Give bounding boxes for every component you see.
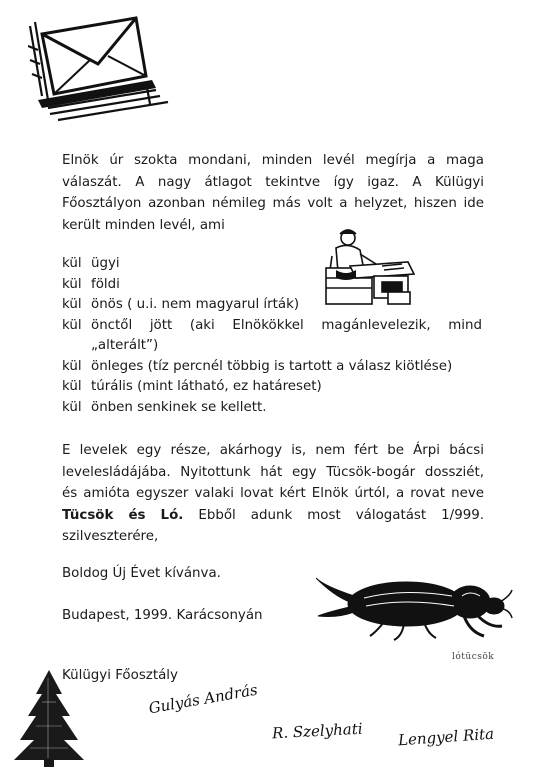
department: Külügyi Főosztály (62, 668, 178, 683)
signature-2: R. Szelyhati (271, 719, 364, 743)
list-prefix: kül (62, 297, 82, 312)
list-item (62, 254, 482, 275)
body-paragraph (62, 440, 484, 548)
kul-word-list (62, 254, 482, 418)
list-item (62, 377, 482, 398)
column-name-lo: Ló. (160, 507, 184, 523)
list-prefix: kül (62, 399, 82, 415)
list-item-text: önctől jött (aki Elnökökkel magánlevelezik, mind (91, 317, 482, 333)
list-prefix: kül (62, 358, 82, 374)
list-prefix: kül (62, 379, 82, 394)
fir-tree-icon (12, 668, 86, 768)
signature-1: Gulyás András (147, 680, 259, 718)
list-prefix: kül (62, 256, 82, 271)
column-name-tucsok: Tücsök (62, 507, 114, 523)
envelope-icon (28, 16, 188, 128)
mole-cricket-icon (314, 566, 514, 646)
cricket-caption: lótücsök (452, 652, 495, 662)
body-line-3: és amióta egyszer valaki lovat kért Elnök úrtól, a rovat neve (62, 486, 484, 501)
list-item (62, 357, 482, 378)
list-item-text: önös ( u.i. nem magyarul írták) (91, 297, 300, 312)
place-date: Budapest, 1999. Karácsonyán (62, 608, 263, 623)
list-item-text: ügyi (91, 256, 120, 271)
intro-paragraph (62, 150, 484, 236)
list-item (62, 275, 482, 296)
body-line-5: szilveszterére, (62, 529, 159, 544)
body-line-1: E levelek egy része, akárhogy is, nem fért be Árpi bácsi (62, 443, 484, 458)
list-prefix: kül (62, 317, 82, 333)
body-line-4-rest: Ebből adunk most válogatást 1/999. (198, 507, 485, 523)
list-item (62, 316, 482, 357)
intro-line-3: Főosztályon azonban némileg más volt a helyzet, hiszen ide (62, 196, 484, 211)
intro-line-4: került minden levél, ami (62, 217, 225, 233)
body-line-2: levelesládájába. Nyitottunk hát egy Tücsök-bogár dossziét, (62, 464, 484, 480)
list-item-text: túrális (mint látható, ez határeset) (91, 379, 322, 394)
list-item-text: földi (91, 276, 120, 292)
greeting: Boldog Új Évet kívánva. (62, 566, 221, 581)
column-name-and: és (128, 507, 146, 523)
list-item-continuation: „alterált”) (91, 338, 159, 353)
list-item (62, 295, 482, 316)
list-item-text: önben senkinek se kellett. (91, 399, 267, 415)
intro-line-2: válaszát. A nagy átlagot tekintve így igaz. A Külügyi (62, 174, 484, 190)
list-item-text: önleges (tíz percnél többig is tartott a válasz kiötlése) (91, 358, 453, 374)
list-prefix: kül (62, 276, 82, 292)
signature-3: Lengyel Rita (397, 724, 495, 750)
body-line-4 (62, 505, 484, 527)
list-item (62, 398, 482, 419)
intro-line-1: Elnök úr szokta mondani, minden levél megírja a maga (62, 153, 484, 168)
